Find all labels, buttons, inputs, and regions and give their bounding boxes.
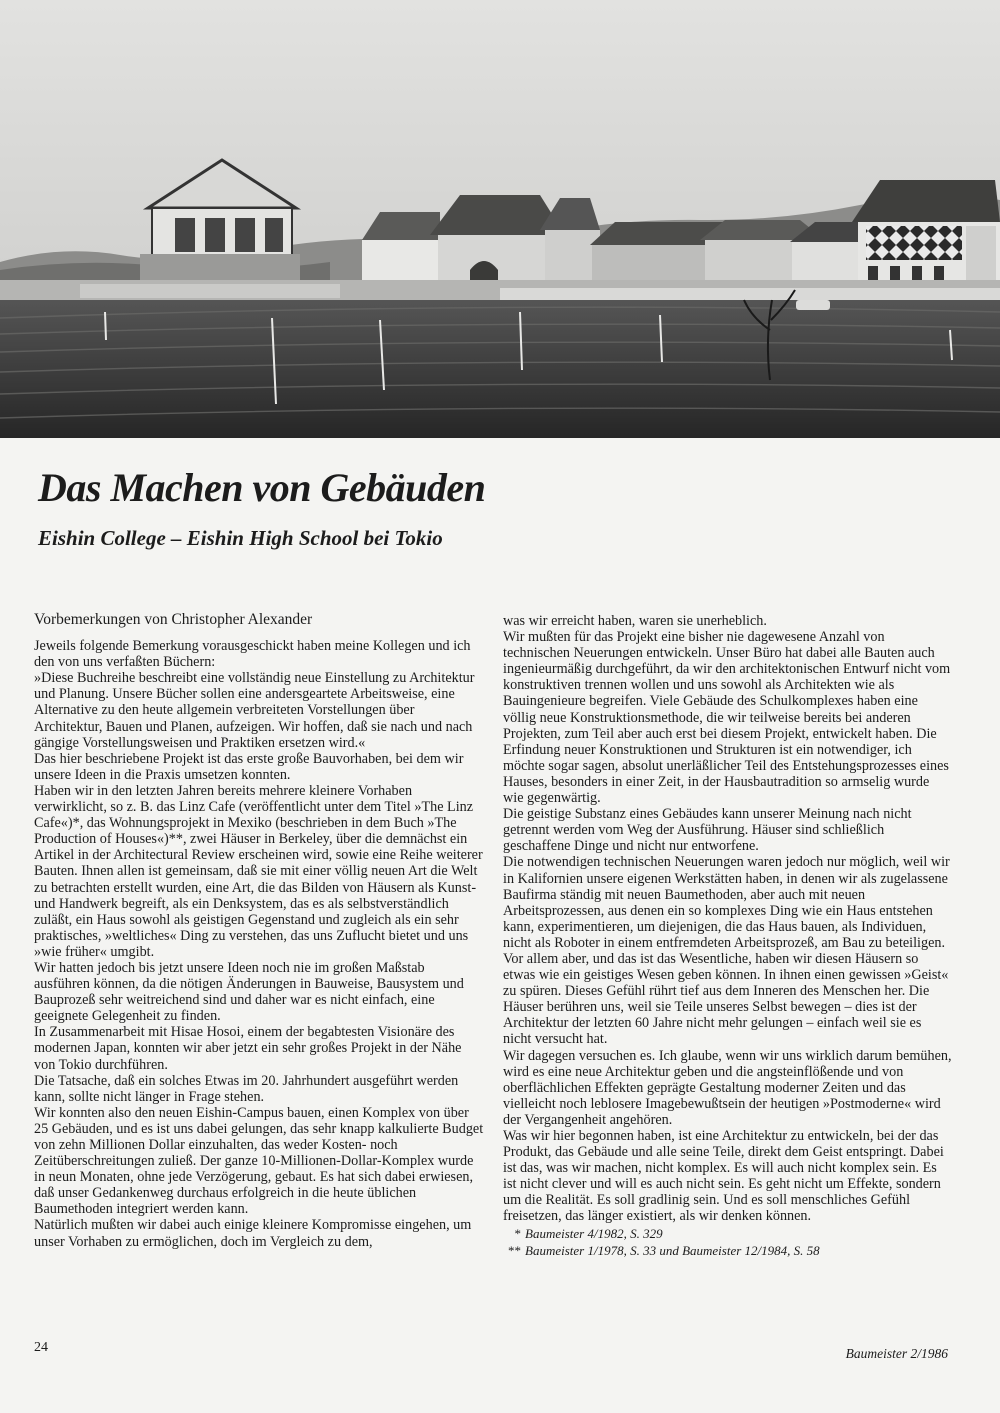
- right-column: [503, 613, 953, 1259]
- paragraph: was wir erreicht haben, waren sie unerheblich.: [503, 613, 767, 629]
- footnote-text: Baumeister 1/1978, S. 33 und Baumeister 12/1984, S. 58: [525, 1242, 820, 1258]
- paragraph: Die geistige Substanz eines Gebäudes kann unserer Meinung nach nicht getrennt werden vom Weg der Ausführung. Häuser sind schließlich geschaffene Dinge und nicht nur entworfene.: [503, 806, 912, 855]
- paragraph: Natürlich mußten wir dabei auch einige kleinere Kompromisse eingehen, um unser Vorhaben zu ermöglichen, doch im Vergleich zu dem,: [34, 1217, 472, 1250]
- paragraph: Die notwendigen technischen Neuerungen waren jedoch nur möglich, weil wir in Kalifornien unsere eigenen Werkstätten haben, in denen wir als zugelassene Baufirma ständig mit neuen Baumethoden, aber auch mit neuen Arbeitsprozessen, aus denen ein so komplexes Ding wie ein Haus entstehen kann, experimentieren, um diejenigen, die das Haus bauen, als Individuen, nicht als Roboter in einem entfremdeten Arbeitsprozeß, am Bau zu beteiligen.: [503, 854, 950, 951]
- paragraph: Haben wir in den letzten Jahren bereits mehrere kleinere Vorhaben verwirklicht, so z. B. das Linz Cafe (veröffentlicht unter dem Titel »The Linz Cafe«)*, das Wohnungsprojekt in Mexiko (beschrieben in dem Buch »The Production of Houses«)**, zwei Häuser in Berkeley, über die demnächst ein Artikel in der Architectural Review erscheinen wird, sowie eine Reihe weiterer Bauten. Ihnen allen ist gemeinsam, daß sie mit einer völlig neuen Art die Welt zu betrachten erstellt wurden, eine Art, die das Bilden von Häusern als Kunst- und Handwerk begreift, als ein Denksystem, das es als selbstverständlich zuläßt, ein Haus sowohl als geistigen Gegenstand und zugleich als ein sehr praktisches, »weltliches« Ding zu verstehen, das uns Zuflucht bietet und uns »wie früher« umgibt.: [34, 782, 483, 960]
- paragraph: Wir konnten also den neuen Eishin-Campus bauen, einen Komplex von über 25 Gebäuden, und es ist uns dabei gelungen, das sehr knapp kalkulierte Budget von zehn Millionen Dollar einzuhalten, das weder Kosten- noch Zeitüberschreitungen zuließ. Der ganze 10-Millionen-Dollar-Komplex wurde in neun Monaten, ohne jede Verzögerung, gebaut. Es hat sich dabei erwiesen, daß unser Gedankenweg durchaus erfolgreich in die heute üblichen Baumethoden integriert werden kann.: [34, 1104, 484, 1218]
- page-number: 24: [34, 1340, 48, 1355]
- paragraph: Wir dagegen versuchen es. Ich glaube, wenn wir uns wirklich darum bemühen, wird es eine neue Architektur geben und die angsteinflößende und von oberflächlichen Effekten geprägte Gestaltung moderner Zeiten und das vielleicht noch leblosere Imagebewußtsein der heutigen »Postmoderne« wird der Vergangenheit angehören.: [503, 1047, 952, 1128]
- paragraph: »Diese Buchreihe beschreibt eine vollständig neue Einstellung zu Architektur und Planung. Unsere Bücher sollen eine andersgeartete Arbeitsweise, eine Alternative zu den heute allgemein verbreiteten Vorstellungen über Architektur, Bauen und Planen, aufzeigen. Wir hoffen, daß sie nach und nach gängige Vorstellungsweisen und Praktiken ersetzen wird.«: [34, 670, 475, 751]
- campus-photo-illustration: [0, 0, 1000, 438]
- left-column: [34, 612, 484, 1250]
- header-photo: [0, 0, 1000, 438]
- paragraph: Jeweils folgende Bemerkung vorausgeschickt haben meine Kollegen und ich den von uns verfaßten Büchern:: [34, 638, 471, 671]
- paragraph: Wir hatten jedoch bis jetzt unsere Ideen noch nie im großen Maßstab ausführen können, da die nötigen Änderungen in Bauweise, Bausystem und Bauprozeß sehr weitreichend sind und daher war es nicht einfach, eine geeignete Gelegenheit zu finden.: [34, 959, 464, 1025]
- footnote-mark: *: [514, 1225, 521, 1241]
- magazine-issue: Baumeister 2/1986: [845, 1346, 948, 1361]
- paragraph: Die Tatsache, daß ein solches Etwas im 20. Jahrhundert ausgeführt werden kann, sollte nicht länger in Frage stehen.: [34, 1072, 459, 1105]
- article-title: Das Machen von Gebäuden: [38, 465, 486, 510]
- footnote-mark: **: [508, 1242, 521, 1258]
- paragraph: Vor allem aber, und das ist das Wesentliche, haben wir diesen Häusern so etwas wie ein geistiges Wesen geben können. In ihnen einen gewissen »Geist« zu spüren. Dieses Gefühl rührt tief aus dem Inneren des Menschen her. Die Häuser berühren uns, weil sie Teile unseres Selbst bewegen – dies ist der Architektur der letzten 60 Jahre nicht mehr gelungen – einfach weil sie es nicht versucht hat.: [503, 950, 949, 1048]
- footnote-text: Baumeister 4/1982, S. 329: [525, 1225, 663, 1241]
- footnote: [503, 1242, 953, 1259]
- paragraph: Das hier beschriebene Projekt ist das erste große Bauvorhaben, bei dem wir unsere Ideen in die Praxis umsetzen konnten.: [34, 750, 464, 783]
- author-line: Vorbemerkungen von Christopher Alexander: [34, 611, 313, 628]
- footnote: [503, 1225, 953, 1242]
- paragraph: In Zusammenarbeit mit Hisae Hosoi, einem der begabtesten Visionäre des modernen Japan, konnten wir aber jetzt ein sehr großes Projekt in der Nähe von Tokio durchführen.: [34, 1024, 462, 1073]
- paragraph: Wir mußten für das Projekt eine bisher nie dagewesene Anzahl von technischen Neuerungen entwickeln. Unser Büro hat dabei alle Bauten auch ingenieurmäßig durchgeführt, da wir den architektonischen Entwurf nicht vom konstruktiven trennen wollen und uns sowohl als Architekten wie als Bauingenieure begreifen. Viele Gebäude des Schulkomplexes haben eine völlig neue Konstruktionsmethode, die wir teilweise bereits bei anderen Projekten, zum Teil aber auch erst bei diesem Projekt, entwickelt haben. Die Erfindung neuer Konstruktionen und Strukturen ist ein notwendiger, ich möchte sogar sagen, absolut unerläßlicher Teil des Entstehungsprozesses eines Hauses, besonders in einer Zeit, in der Hausbautradition so armselig wurde wie gegenwärtig.: [503, 629, 951, 807]
- article-subtitle: Eishin College – Eishin High School bei Tokio: [38, 526, 443, 550]
- paragraph: Was wir hier begonnen haben, ist eine Architektur zu entwickeln, bei der das Produkt, das Gebäude und alle seine Teile, direkt dem Geist entspringt. Dabei ist das, was wir machen, nicht komplex. Es will auch nicht komplex sein. Es ist nicht clever und will es auch nicht sein. Es geht nicht um Effekte, sondern um die Realität. Es soll gradlinig sein. Und es soll menschliches Gefühl freisetzen, das länger existiert, als wir denken können.: [503, 1128, 944, 1225]
